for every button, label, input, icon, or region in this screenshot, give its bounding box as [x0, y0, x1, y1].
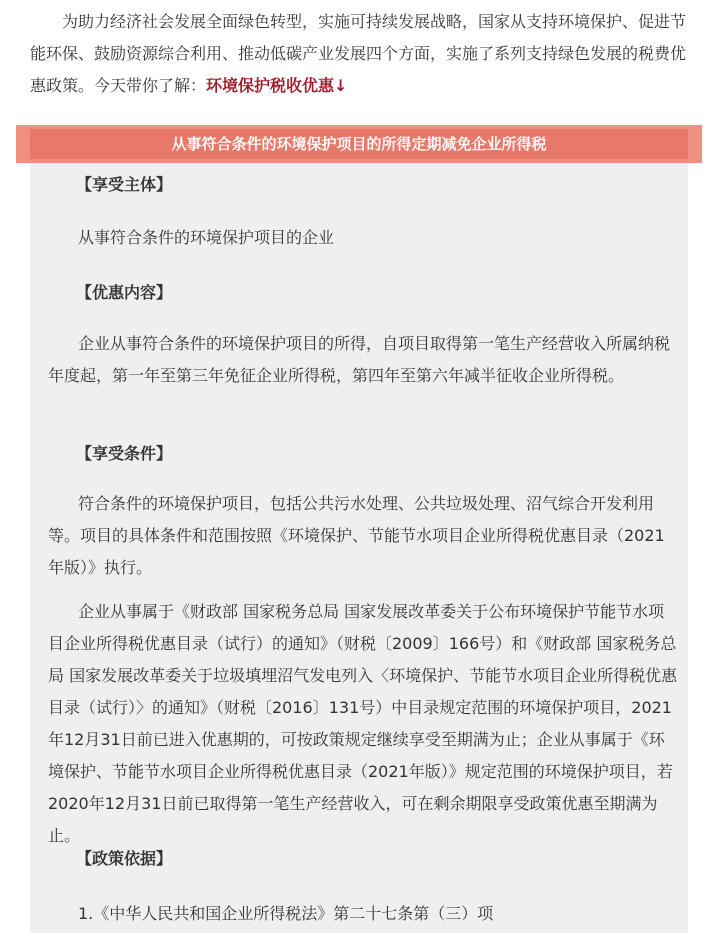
condition-heading: 【享受条件】 [76, 444, 173, 463]
subject-heading: 【享受主体】 [76, 175, 173, 194]
intro-highlight: 环境保护税收优惠↓ [206, 76, 348, 95]
condition-text-2: 企业从事属于《财政部 国家税务总局 国家发展改革委关于公布环境保护节能节水项目企业所得税优惠目录（试行）的通知》（财税〔2009〕166号）和《财政部 国家税务总局 国家发展改革委关于垃圾填埋沼气发电列入〈环境保护、节能节水项目企业所得税优惠目录（试行）〉的通知》（财税〔2016〕131号）中目录规定范围的环境保护项目，2021年12月31日前已进入优惠期的，可按政策规定继续享受至期满为止；企业从事属于《环境保护、节能节水项目企业所得税优惠目录（2021年版）》规定范围的环境保护项目，若2020年12月31日前已取得第一笔生产经营收入，可在剩余期限享受政策优惠至期满为止。 [48, 602, 678, 845]
intro-paragraph [30, 6, 700, 102]
section-banner-title: 从事符合条件的环境保护项目的所得定期减免企业所得税 [30, 129, 688, 159]
condition-text-1: 符合条件的环境保护项目，包括公共污水处理、公共垃圾处理、沼气综合开发利用等。项目的具体条件和范围按照《环境保护、节能节水项目企业所得税优惠目录（2021年版）》执行。 [48, 494, 665, 577]
subject-text: 从事符合条件的环境保护项目的企业 [78, 228, 335, 247]
basis-item-1: 1.《中华人民共和国企业所得税法》第二十七条第（三）项 [78, 904, 494, 923]
content-heading: 【优惠内容】 [76, 283, 173, 302]
basis-heading: 【政策依据】 [76, 849, 173, 868]
content-text: 企业从事符合条件的环境保护项目的所得，自项目取得第一笔生产经营收入所属纳税年度起，第一年至第三年免征企业所得税，第四年至第六年减半征收企业所得税。 [48, 334, 671, 385]
intro-text: 为助力经济社会发展全面绿色转型，实施可持续发展战略，国家从支持环境保护、促进节能环保、鼓励资源综合利用、推动低碳产业发展四个方面，实施了系列支持绿色发展的税费优惠政策。今天带你了解： [30, 12, 687, 95]
